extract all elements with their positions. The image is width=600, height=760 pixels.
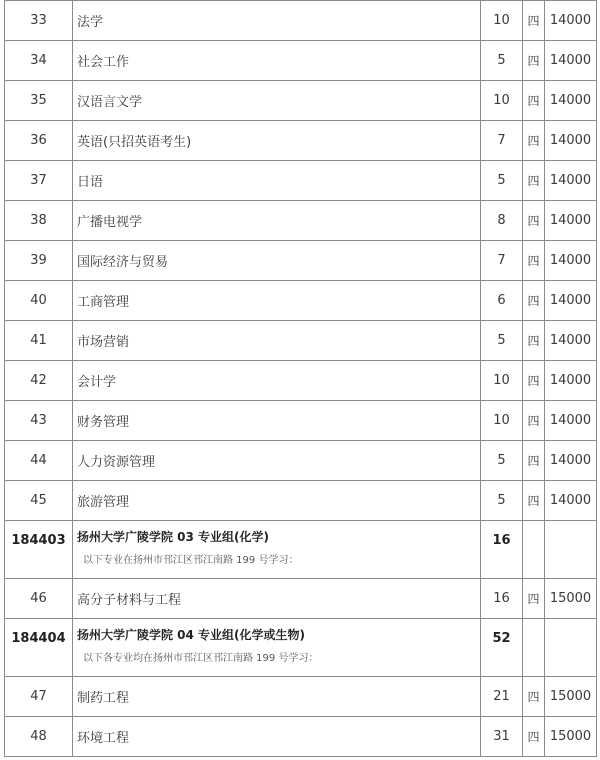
table-body-groups [5,521,597,757]
row-id: 38 [5,201,73,241]
row-id: 43 [5,401,73,441]
table-body [5,1,597,521]
row-id: 41 [5,321,73,361]
group-years-empty [523,619,545,677]
row-id: 34 [5,41,73,81]
row-major: 工商管理 [73,281,481,321]
group-years-empty [523,521,545,579]
row-years: 四 [523,121,545,161]
group-title: 扬州大学广陵学院 04 专业组(化学或生物) [77,628,306,642]
group-count: 16 [481,521,523,579]
group-code: 184404 [5,619,73,677]
row-major: 英语(只招英语考生) [73,121,481,161]
row-id: 42 [5,361,73,401]
group-note: 以下专业在扬州市邗江区邗江南路 199 号学习： [83,555,299,566]
row-fee: 14000 [545,281,597,321]
group-fee-empty [545,619,597,677]
row-count: 31 [481,717,523,757]
row-major: 环境工程 [73,717,481,757]
table-row [5,81,597,121]
row-fee: 14000 [545,81,597,121]
row-count: 10 [481,401,523,441]
row-id: 39 [5,241,73,281]
row-years: 四 [523,201,545,241]
enrollment-table [4,0,597,757]
group-fee-empty [545,521,597,579]
table-row [5,441,597,481]
row-count: 16 [481,579,523,619]
row-years: 四 [523,241,545,281]
row-count: 5 [481,161,523,201]
table-row [5,201,597,241]
table-row [5,41,597,81]
table-row [5,121,597,161]
row-years: 四 [523,677,545,717]
row-count: 8 [481,201,523,241]
row-fee: 14000 [545,321,597,361]
row-id: 37 [5,161,73,201]
row-fee: 15000 [545,579,597,619]
row-id: 40 [5,281,73,321]
table-row [5,677,597,717]
row-id: 45 [5,481,73,521]
row-major: 财务管理 [73,401,481,441]
row-years: 四 [523,579,545,619]
row-id: 44 [5,441,73,481]
row-count: 5 [481,441,523,481]
row-id: 47 [5,677,73,717]
row-years: 四 [523,81,545,121]
row-major: 高分子材料与工程 [73,579,481,619]
row-years: 四 [523,401,545,441]
group-row-184404 [5,619,597,677]
row-id: 46 [5,579,73,619]
row-major: 日语 [73,161,481,201]
row-major: 会计学 [73,361,481,401]
row-fee: 14000 [545,241,597,281]
row-years: 四 [523,41,545,81]
row-fee: 15000 [545,677,597,717]
table-row [5,161,597,201]
row-major: 旅游管理 [73,481,481,521]
row-fee: 14000 [545,201,597,241]
row-count: 21 [481,677,523,717]
table-row [5,401,597,441]
table-row [5,361,597,401]
row-fee: 14000 [545,161,597,201]
row-count: 7 [481,121,523,161]
row-count: 10 [481,81,523,121]
row-years: 四 [523,441,545,481]
group-header [73,521,481,579]
row-fee: 14000 [545,121,597,161]
row-id: 36 [5,121,73,161]
row-major: 社会工作 [73,41,481,81]
row-count: 5 [481,41,523,81]
row-fee: 14000 [545,1,597,41]
row-fee: 14000 [545,41,597,81]
row-id: 33 [5,1,73,41]
row-count: 5 [481,321,523,361]
table-row [5,1,597,41]
table-row [5,281,597,321]
row-major: 市场营销 [73,321,481,361]
row-count: 10 [481,361,523,401]
row-fee: 14000 [545,441,597,481]
row-years: 四 [523,361,545,401]
group-count: 52 [481,619,523,677]
row-fee: 14000 [545,361,597,401]
row-major: 法学 [73,1,481,41]
table-row [5,717,597,757]
row-major: 制药工程 [73,677,481,717]
row-count: 7 [481,241,523,281]
row-fee: 14000 [545,401,597,441]
row-years: 四 [523,281,545,321]
row-fee: 15000 [545,717,597,757]
row-years: 四 [523,1,545,41]
group-code: 184403 [5,521,73,579]
row-count: 5 [481,481,523,521]
row-years: 四 [523,481,545,521]
row-years: 四 [523,161,545,201]
table-row [5,481,597,521]
row-years: 四 [523,321,545,361]
group-title: 扬州大学广陵学院 03 专业组(化学) [77,530,270,544]
row-count: 6 [481,281,523,321]
row-major: 国际经济与贸易 [73,241,481,281]
row-id: 48 [5,717,73,757]
table-row [5,241,597,281]
group-note: 以下各专业均在扬州市邗江区邗江南路 199 号学习： [83,653,319,664]
group-row-184403 [5,521,597,579]
row-major: 人力资源管理 [73,441,481,481]
row-years: 四 [523,717,545,757]
table-row [5,321,597,361]
row-major: 汉语言文学 [73,81,481,121]
row-count: 10 [481,1,523,41]
row-id: 35 [5,81,73,121]
table-row [5,579,597,619]
row-fee: 14000 [545,481,597,521]
row-major: 广播电视学 [73,201,481,241]
group-header [73,619,481,677]
